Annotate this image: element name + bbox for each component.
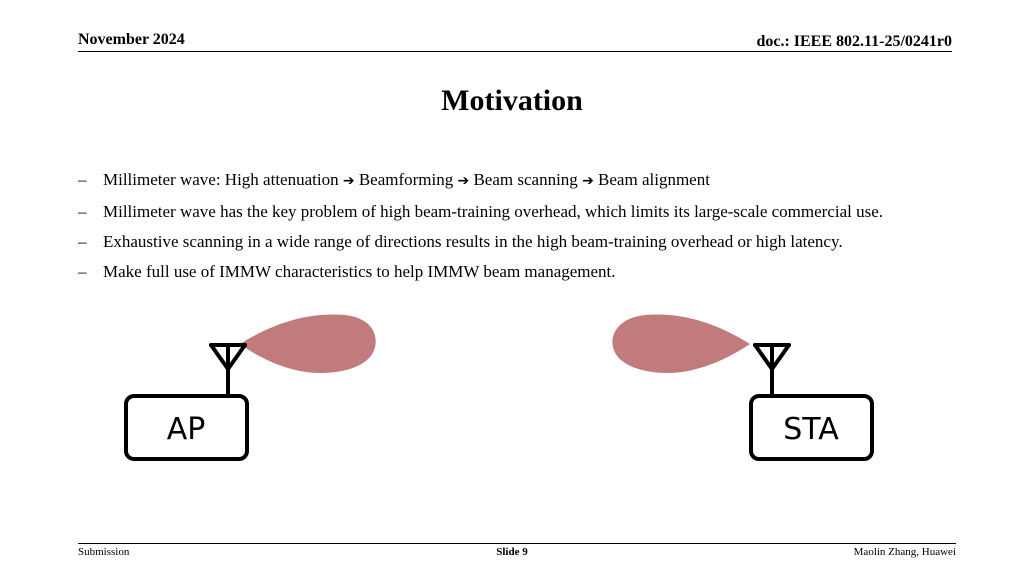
bullet-dash: – [78, 202, 87, 221]
bullet-text: Make full use of IMMW characteristics to help IMMW beam management. [103, 262, 616, 281]
bullet-text: Exhaustive scanning in a wide range of directions results in the high beam-training overhead or high latency. [103, 232, 843, 251]
bullet-text: Beam alignment [598, 170, 710, 189]
bullet-text: Beam scanning [473, 170, 578, 189]
bullet-item [78, 168, 958, 193]
footer-submission: Submission [78, 546, 130, 558]
header-rule [78, 51, 952, 52]
slide-title: Motivation [441, 84, 583, 117]
bullet-dash: – [78, 262, 87, 281]
bullet-item [78, 230, 958, 253]
arrow-icon: ➔ [582, 173, 594, 189]
header-doc-id: doc.: IEEE 802.11-25/0241r0 [756, 33, 952, 50]
bullet-item [78, 260, 958, 283]
bullet-dash: – [78, 232, 87, 251]
arrow-icon: ➔ [457, 173, 470, 189]
ap-label: AP [166, 412, 206, 447]
bullet-item [78, 200, 958, 223]
sta-label: STA [783, 412, 839, 447]
sta-beam-lobe [612, 314, 750, 373]
bullet-list [78, 168, 958, 290]
footer-author: Maolin Zhang, Huawei [853, 546, 956, 558]
sta-antenna-icon [755, 345, 789, 396]
beam-diagram [0, 300, 1024, 470]
arrow-icon: ➔ [342, 173, 355, 189]
ap-beam-lobe [240, 314, 376, 373]
bullet-text: Millimeter wave: High attenuation [103, 170, 339, 189]
footer-rule [78, 543, 956, 544]
bullet-dash: – [78, 170, 87, 189]
ap-antenna-icon [211, 345, 245, 396]
header-date: November 2024 [78, 31, 185, 48]
bullet-text: Millimeter wave has the key problem of high beam-training overhead, which limits its large-scale commercial use. [103, 202, 884, 221]
footer-slide-number: Slide 9 [496, 546, 528, 558]
bullet-text: Beamforming [358, 170, 454, 189]
